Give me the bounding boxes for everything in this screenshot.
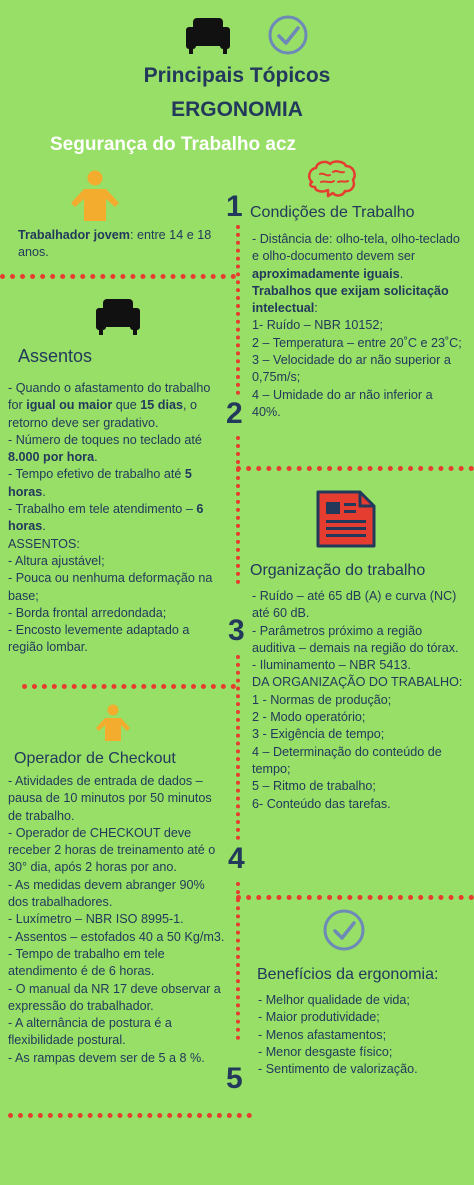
- list-item: 4 – Determinação do conteúdo de tempo;: [252, 744, 442, 776]
- list-item: - O manual da NR 17 deve observar a expressão do trabalhador.: [8, 981, 221, 1013]
- section2-list: [8, 380, 220, 657]
- check-circle-icon: [322, 908, 366, 952]
- title-ergonomia: ERGONOMIA: [171, 98, 303, 121]
- section-number-4: 4: [228, 842, 245, 875]
- list-item: 3 – Velocidade do ar não superior a 0,75m/s;: [252, 353, 451, 385]
- section-number-3: 3: [228, 614, 245, 647]
- list-item: - Distância de: olho-tela, olho-teclado e olho-documento devem ser aproximadamente iguais.: [252, 232, 460, 281]
- divider: [0, 274, 236, 279]
- list-item: - Operador de CHECKOUT deve receber 2 horas de treinamento até o 30° dia, após 2 horas por ano.: [8, 825, 216, 875]
- list-item: - Menor desgaste físico;: [258, 1044, 393, 1059]
- list-item: - Pouca ou nenhuma deformação na base;: [8, 571, 213, 603]
- section-title-checkout: Operador de Checkout: [14, 750, 176, 767]
- list-item: - Tempo de trabalho em tele atendimento é de 6 horas.: [8, 946, 165, 979]
- list-item: ASSENTOS:: [8, 536, 80, 551]
- divider: [236, 895, 474, 900]
- list-item: - Borda frontal arredondada;: [8, 605, 167, 620]
- list-item: Trabalhos que exijam solicitação intelectual:: [252, 283, 449, 316]
- section3-list: [252, 588, 464, 813]
- brain-icon: [306, 160, 358, 198]
- list-item: - Quando o afastamento do trabalho for igual ou maior que 15 dias, o retorno deve ser gradativo.: [8, 381, 211, 430]
- divider: [236, 466, 474, 471]
- section-title-assentos: Assentos: [18, 346, 93, 366]
- section-title-organizacao: Organização do trabalho: [250, 562, 426, 579]
- divider: [236, 436, 240, 584]
- divider: [236, 882, 240, 1040]
- document-icon: [316, 490, 376, 548]
- section-title-beneficios: Benefícios da ergonomia:: [257, 966, 439, 983]
- section5-list: [258, 992, 470, 1078]
- divider: [22, 684, 236, 689]
- list-item: 2 – Temperatura – entre 20˚C e 23˚C;: [252, 335, 462, 350]
- list-item: 6- Conteúdo das tarefas.: [252, 796, 391, 811]
- list-item: - Trabalho em tele atendimento – 6 horas.: [8, 502, 204, 534]
- list-item: - Tempo efetivo de trabalho até 5 horas.: [8, 467, 192, 499]
- armchair-icon: [96, 296, 140, 336]
- list-item: - Maior produtividade;: [258, 1010, 380, 1025]
- divider: [236, 655, 240, 840]
- section-title-condicoes: Condições de Trabalho: [250, 204, 415, 221]
- list-item: DA ORGANIZAÇÃO DO TRABALHO:: [252, 675, 463, 690]
- title-seguranca: Segurança do Trabalho acz: [50, 134, 297, 155]
- list-item: - Parâmetros próximo a região auditiva – demais na região do tórax.: [252, 623, 459, 655]
- list-item: 4 – Umidade do ar não inferior a 40%.: [252, 387, 433, 419]
- armchair-icon: [186, 15, 230, 55]
- section-number-2: 2: [226, 397, 243, 430]
- list-item: - Iluminamento – NBR 5413.: [252, 658, 411, 673]
- list-item: - Número de toques no teclado até 8.000 por hora.: [8, 432, 202, 465]
- section-number-5: 5: [226, 1062, 243, 1095]
- list-item: - Ruído – até 65 dB (A) e curva (NC) até 60 dB.: [252, 589, 457, 621]
- list-item: - Menos afastamentos;: [258, 1027, 387, 1042]
- divider: [236, 225, 240, 395]
- divider: [8, 1113, 252, 1118]
- person-icon: [96, 704, 130, 742]
- section1-list: [252, 231, 464, 421]
- list-item: - Encosto levemente adaptado a região lombar.: [8, 623, 190, 655]
- person-icon: [70, 170, 120, 222]
- list-item: 1- Ruído – NBR 10152;: [252, 318, 383, 333]
- list-item: - Luxímetro – NBR ISO 8995-1.: [8, 912, 184, 927]
- check-circle-icon: [267, 14, 309, 56]
- section4-list: [8, 773, 228, 1067]
- list-item: - Assentos – estofados 40 a 50 Kg/m3.: [8, 929, 225, 944]
- list-item: 2 - Modo operatório;: [252, 710, 366, 725]
- list-item: - Melhor qualidade de vida;: [258, 993, 410, 1007]
- section-number-1: 1: [226, 190, 243, 223]
- list-item: 5 – Ritmo de trabalho;: [252, 779, 376, 794]
- list-item: - As rampas devem ser de 5 a 8 %.: [8, 1050, 205, 1065]
- list-item: 1 - Normas de produção;: [252, 692, 392, 707]
- list-item: 3 - Exigência de tempo;: [252, 727, 385, 742]
- title-principais-topicos: Principais Tópicos: [143, 64, 331, 87]
- list-item: - Altura ajustável;: [8, 553, 105, 568]
- list-item: - Sentimento de valorização.: [258, 1062, 418, 1077]
- young-worker-text: Trabalhador jovem: entre 14 e 18 anos.: [18, 228, 212, 260]
- list-item: - Atividades de entrada de dados – pausa de 10 minutos por 50 minutos de trabalho.: [8, 774, 212, 823]
- list-item: - A alternância de postura é a flexibilidade postural.: [8, 1016, 172, 1048]
- list-item: - As medidas devem abranger 90% dos trabalhadores.: [8, 877, 205, 910]
